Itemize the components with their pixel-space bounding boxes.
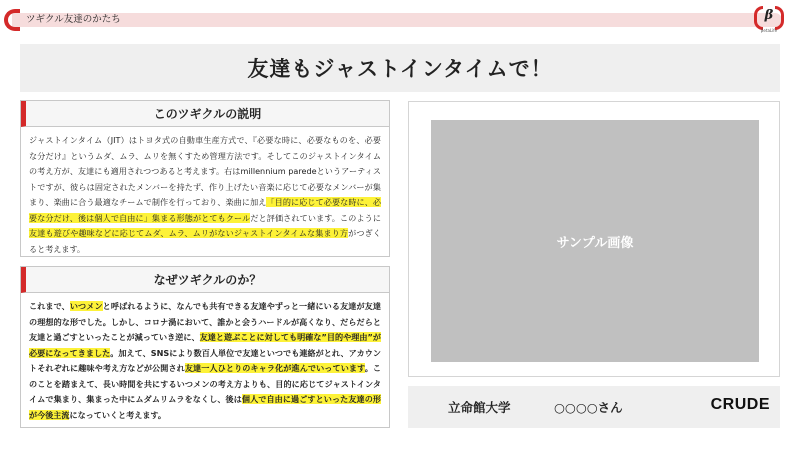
page-title: 友達もジャストインタイムで！ [247,57,553,81]
top-bar [0,0,800,36]
bracket-icon [4,9,20,31]
reason-highlight: 友達一人ひとりのキャラ化が進んでいっています [184,363,365,373]
person-name: ○○○○さん [554,400,623,415]
reason-text: これまで、 [29,301,70,311]
reason-highlight: いつメン [69,301,103,311]
description-highlight: 「目的に応じて必要な時に、必要な分だけ、後は個人で自由に」集まる形態がとてもクール [29,197,381,223]
reason-panel [20,266,390,428]
reason-text: になっていくと考えます。 [69,409,166,420]
top-bar-strip [12,13,782,27]
brand-wordmark: CRUDE [710,396,770,413]
credit-footer [408,386,780,428]
description-text: ジャストインタイム（JIT）はトヨタ式の自動車生産方式で、『必要な時に、必要なものを、必要な分だけ』というムダ、ムラ、ムリを無くすため管理方法です。そしてこのジャストインタイムの考え方が、友達にも適用されつつあると考えます。右はmillennium paredeというアーティストですが、彼らは固定されたメンバーを持たず、作り上げたい音楽に応じて必要なメンバーが集まり、楽曲に合う最適なチームで制作を行っており、楽曲に加え [29,135,381,207]
description-text: だと評価されています。このように [250,212,381,223]
reason-text: と呼ばれるように、なんでも共有できる友達やずっと一緒にいる友達が友達の理想的な形でした。しかし、コロナ渦において、誰かと会うハードルが高くなり、だらだらと友達と過ごすといったことが減っていき逆に、 [29,301,381,342]
reason-highlight: 個人で自由に過ごすといった友達の形が今後主流 [29,394,381,420]
description-text: がつぎくると考えます。 [29,228,381,254]
sample-image-placeholder [431,120,759,362]
logo-beta-symbol: β [764,8,774,23]
reason-highlight: 友達と遊ぶことに対しても明確な”目的や理由”が必要になってきました [29,332,381,358]
image-frame [408,101,780,377]
series-title: ツギクル友達のかたち [26,14,121,25]
image-placeholder-label: サンプル画像 [556,235,634,251]
description-panel-body [21,127,389,257]
headline-banner [20,44,780,92]
description-panel-header [21,101,389,127]
reason-text: 。このことを踏まえて、長い時間を共にするいつメンの考え方よりも、目的に応じてジャストインタイムで集まり、集まった中にムダムリムラをなくし、後は [29,363,381,404]
reason-panel-header [21,267,389,293]
logo-caption: βetaLife [760,28,778,33]
brand-logo [754,4,784,34]
university-name: 立命館大学 [448,400,511,415]
reason-text: 。加えて、SNSにより数百人単位で友達といつでも連絡がとれ、アカウントそれぞれに趣味や考え方などが公開され [29,347,381,373]
description-panel-title: このツギクルの説明 [153,107,262,121]
description-highlight: 友達も遊びや趣味などに応じてムダ、ムラ、ムリがないジャストインタイムな集まり方 [29,228,349,238]
reason-panel-title: なぜツギクルのか？ [153,273,262,287]
reason-panel-body [21,293,389,423]
description-panel [20,100,390,257]
